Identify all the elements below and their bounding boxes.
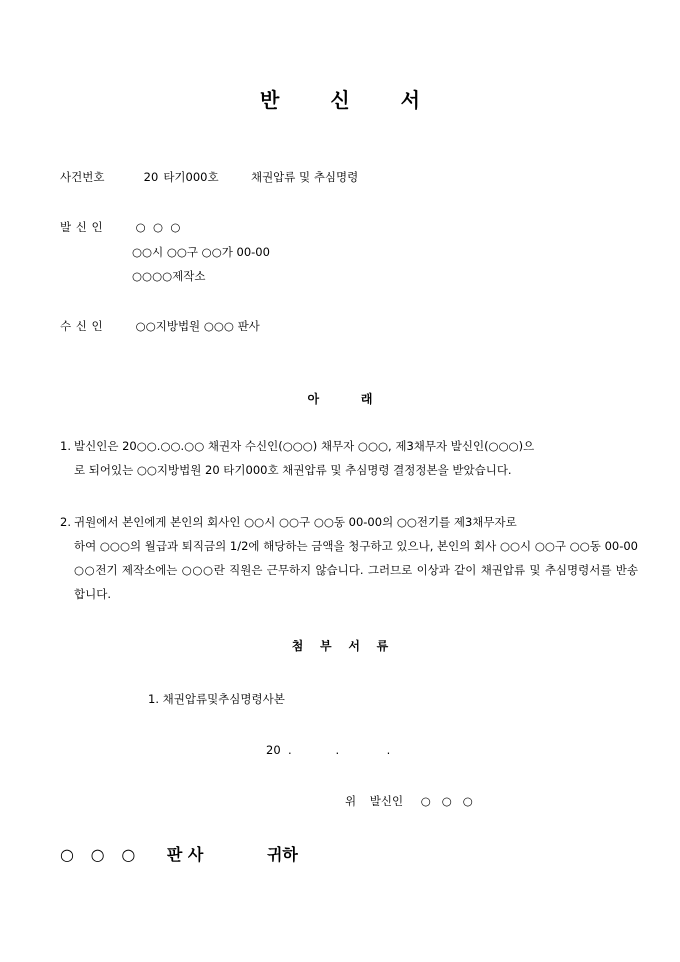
addressee-suffix: 귀하 bbox=[266, 845, 298, 864]
signature-label: 발신인 bbox=[369, 794, 404, 808]
signature-prefix: 위 bbox=[345, 794, 357, 808]
addressee-name: ○ ○ ○ bbox=[60, 845, 136, 864]
addressee-line bbox=[60, 842, 304, 865]
recipient-row bbox=[60, 318, 260, 334]
paragraph-1 bbox=[60, 434, 638, 482]
paragraph-2-number: 2. bbox=[60, 515, 71, 529]
attachment-item: 1. 채권압류및추심명령사본 bbox=[148, 692, 285, 706]
attachments-heading: 첨 부 서 류 bbox=[291, 639, 389, 653]
sender-name: ○ ○ ○ bbox=[135, 220, 181, 234]
sender-address: ○○시 ○○구 ○○가 00-00 bbox=[132, 245, 270, 259]
paragraph-2-continuation: 하여 ○○○의 월급과 퇴직금의 1/2에 해당하는 금액을 청구하고 있으나, 본인의 회사 ○○시 ○○구 ○○동 00-00 ○○전기 제작소에는 ○○○란 직원은 근무하지 않습니다. 그러므로 이상과 같이 채권압류 및 추심명령서를 반송합니다. bbox=[74, 539, 638, 601]
paragraph-1-number: 1. bbox=[60, 439, 71, 453]
paragraph-2 bbox=[60, 510, 638, 606]
signature-name: ○ ○ ○ bbox=[420, 794, 473, 808]
paragraph-1-continuation: 로 되어있는 ○○지방법원 20 타기000호 채권압류 및 추심명령 결정정본을 받았습니다. bbox=[74, 463, 512, 477]
paragraph-1-first-line: 발신인은 20○○.○○.○○ 채권자 수신인(○○○) 채무자 ○○○, 제3채무자 발신인(○○○)으 bbox=[74, 439, 535, 453]
recipient-value: ○○지방법원 ○○○ 판사 bbox=[135, 319, 260, 333]
date-line: 20 . . . bbox=[266, 743, 391, 757]
sender-label: 발 신 인 bbox=[60, 220, 104, 234]
signature-line bbox=[345, 793, 473, 809]
below-heading: 아 래 bbox=[307, 392, 373, 406]
case-number-row bbox=[60, 169, 358, 185]
case-number: 타기000호 bbox=[163, 170, 219, 184]
sender-company: ○○○○제작소 bbox=[132, 269, 206, 283]
paragraph-2-first-line: 귀원에서 본인에게 본인의 회사인 ○○시 ○○구 ○○동 00-00의 ○○전기를 제3채무자로 bbox=[74, 515, 517, 529]
document-title: 반 신 서 bbox=[260, 88, 442, 112]
case-name: 채권압류 및 추심명령 bbox=[250, 170, 359, 184]
addressee-title: 판 사 bbox=[166, 845, 204, 864]
case-number-label: 사건번호 bbox=[60, 170, 105, 184]
sender-name-row bbox=[60, 219, 180, 235]
recipient-label: 수 신 인 bbox=[60, 319, 104, 333]
case-year: 20 bbox=[143, 170, 159, 184]
